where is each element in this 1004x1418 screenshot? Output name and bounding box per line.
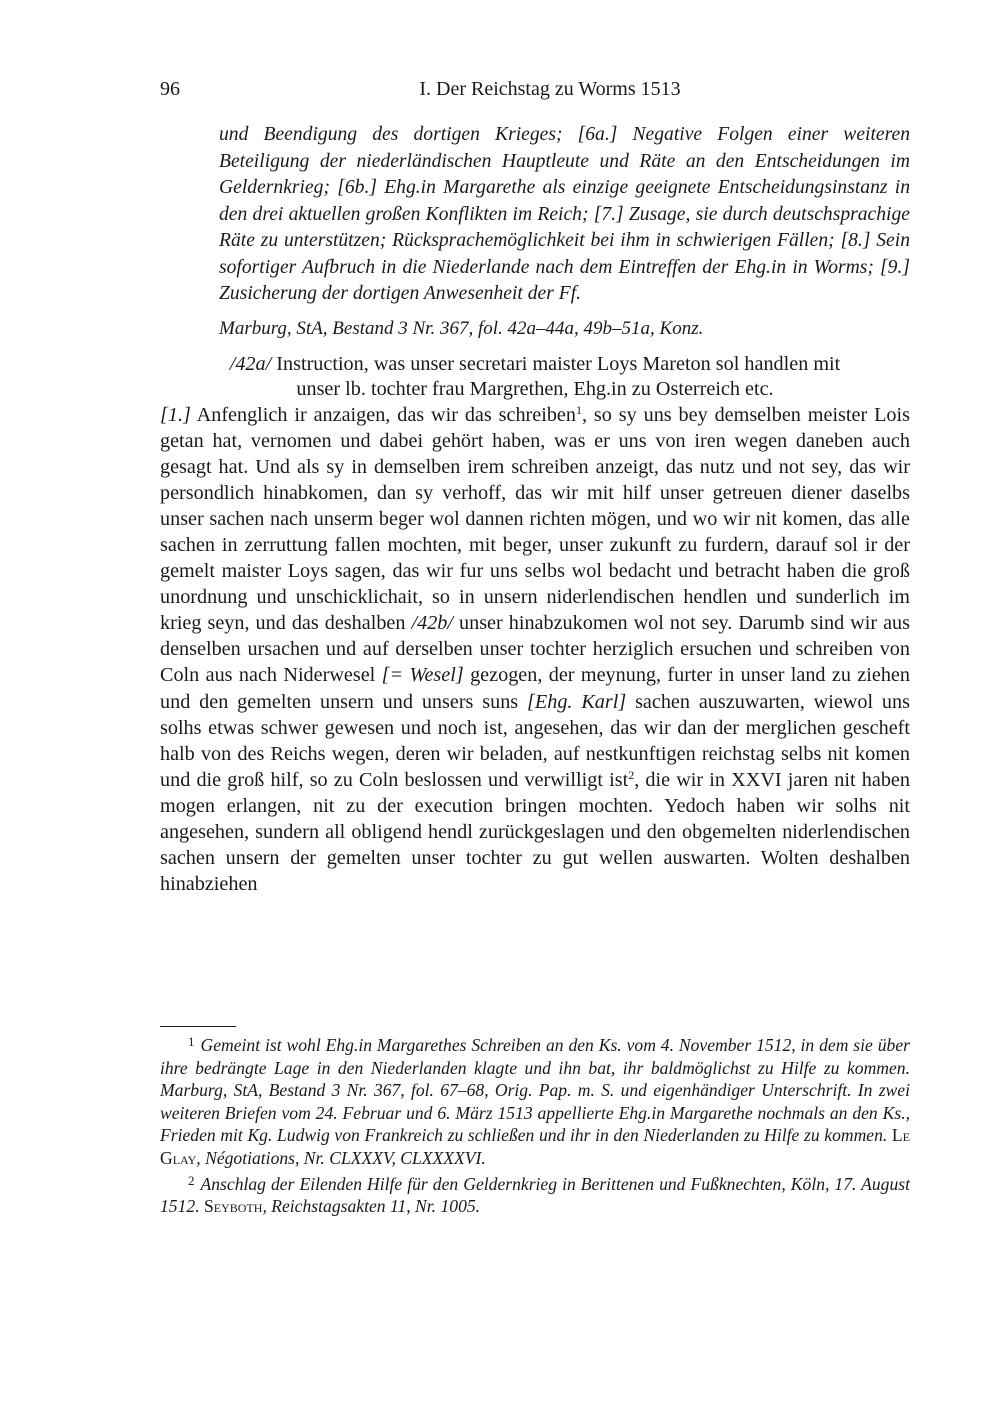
footnote-2 <box>160 1170 910 1218</box>
footnote-number: 2 <box>188 1172 195 1188</box>
footnote-author: Seyboth <box>203 1196 263 1217</box>
footnote-text-end: , Négotiations, Nr. CLXXXV, CLXXXXVI. <box>196 1147 486 1168</box>
source-citation: Marburg, StA, Bestand 3 Nr. 367, fol. 42a–44a, 49b–51a, Konz. <box>219 317 704 339</box>
title-line-2: unser lb. tochter frau Margrethen, Ehg.in zu Osterreich etc. <box>296 377 774 400</box>
body-text-1: Anfenglich ir anzaigen, das wir das schreiben <box>196 403 576 426</box>
regest-summary: und Beendigung des dortigen Krieges; [6a.] Negative Folgen einer weiteren Beteiligung der niederländischen Hauptleute und Räte an den Entscheidungen im Geldernkrieg; [6b.] Ehg.in Margarethe als einzige geeignete Entscheidungsinstanz in den drei aktuellen großen Konflikten im Reich; [7.] Zusage, sie durch deutschsprachige Räte zu unterstützen; Rücksprachemöglichkeit bei ihm in schwierigen Fällen; [8.] Sein sofortiger Aufbruch in die Niederlande nach dem Eintreffen der Ehg.in in Worms; [9.] Zusicherung der dortigen Anwesenheit der Ff. <box>219 124 910 304</box>
running-title: I. Der Reichstag zu Worms 1513 <box>419 78 681 100</box>
page-content <box>160 78 910 897</box>
footnotes <box>160 1031 910 1218</box>
editorial-note-karl: [Ehg. Karl] <box>527 690 627 713</box>
footnote-text-end: , Reichstagsakten 11, Nr. 1005. <box>262 1196 481 1217</box>
body-text-4: gezogen, der meynung, furter in unser land zu ziehen und den gemelten unsern und unsers suns <box>160 664 910 713</box>
document-body <box>160 402 910 898</box>
editorial-note-wesel: [= Wesel] <box>381 664 464 687</box>
footnote-text: Anschlag der Eilenden Hilfe für den Geldernkrieg in Berittenen und Fußknechten, Köln, 17. August 1512. <box>160 1173 910 1217</box>
body-text-2: , so sy uns bey demselben meister Lois getan hat, vernomen und dabei gehört haben, was er uns von iren wegen daneben auch gesagt hat. Und als sy in demselben irem schreiben anzeigt, das nutz und not sey, das wir persondlich hinabkomen, dan sy verhoff, das wir mit hilf unser getreuen diener daselbs unser sachen nach unserm beger wol dannen richten mögen, und wo wir nit komen, das alle sachen in zerruttung fallen mochten, mit beger, unser zukunft zu furdern, darauf sol ir der gemelt maister Loys sagen, das wir fur uns selbs wol bedacht und betracht haben die groß unordnung und unschicklichait, so in unsern niderlendischen hendlen und sunderlich im krieg seyn, und das deshalben <box>160 403 910 635</box>
document-title <box>160 352 910 402</box>
footnote-ref-1[interactable]: 1 <box>575 402 582 417</box>
footnote-separator <box>160 1026 236 1027</box>
footnote-1 <box>160 1031 910 1170</box>
footnote-text: Gemeint ist wohl Ehg.in Margarethes Schreiben an den Ks. vom 4. November 1512, in dem sie über ihre bedrängte Lage in den Niederlanden klagte und ihn bat, ihr baldmöglichst zu Hilfe zu kommen. Marburg, StA, Bestand 3 Nr. 367, fol. 67–68, Orig. Pap. m. S. und eigenhändiger Unterschrift. In zwei weiteren Briefen vom 24. Februar und 6. März 1513 appellierte Ehg.in Margarethe nochmals an den Ks., Frieden mit Kg. Ludwig von Frankreich zu schließen und ihr in den Niederlanden zu Hilfe zu kommen. <box>160 1035 910 1146</box>
body-text-6: , die wir in XXVI jaren nit haben mogen erlangen, nit zu der execution bringen mochten. Yedoch haben wir solhs nit angesehen, sundern all obligend hendl zurückgeslagen und den obgemelten niderlendischen sachen unsern der gemelten unser tochter zu gut wellen auswarten. Wolten deshalben hinabziehen <box>160 768 910 896</box>
folio-marker: /42a/ <box>229 352 272 375</box>
title-line-1: Instruction, was unser secretari maister Loys Mareton sol handlen mit <box>276 352 841 375</box>
footnote-author: Le Glay <box>160 1125 910 1168</box>
footnote-number: 1 <box>188 1034 195 1049</box>
body-text-3: unser hinabzukomen wol not sey. Darumb sind wir aus denselben ursachen und auf derselben unser tochter herziglich ersuchen und schreiben von Coln aus nach Niderwesel <box>160 612 911 687</box>
page-number: 96 <box>160 78 180 100</box>
footnote-ref-2[interactable]: 2 <box>628 767 635 782</box>
body-text-5: sachen auszuwarten, wiewol uns solhs etwas schwer gewesen und noch ist, angesehen, das wir dan der merglichen gescheft halb von des Reichs wegen, deren wir beladen, auf nestkunftigen reichstag selbs nit komen und die groß hilf, so zu Coln beslossen und verwilligt ist <box>160 690 910 791</box>
paragraph-marker: [1.] <box>160 403 191 426</box>
running-head <box>160 78 910 108</box>
folio-marker-42b: /42b/ <box>411 612 453 635</box>
